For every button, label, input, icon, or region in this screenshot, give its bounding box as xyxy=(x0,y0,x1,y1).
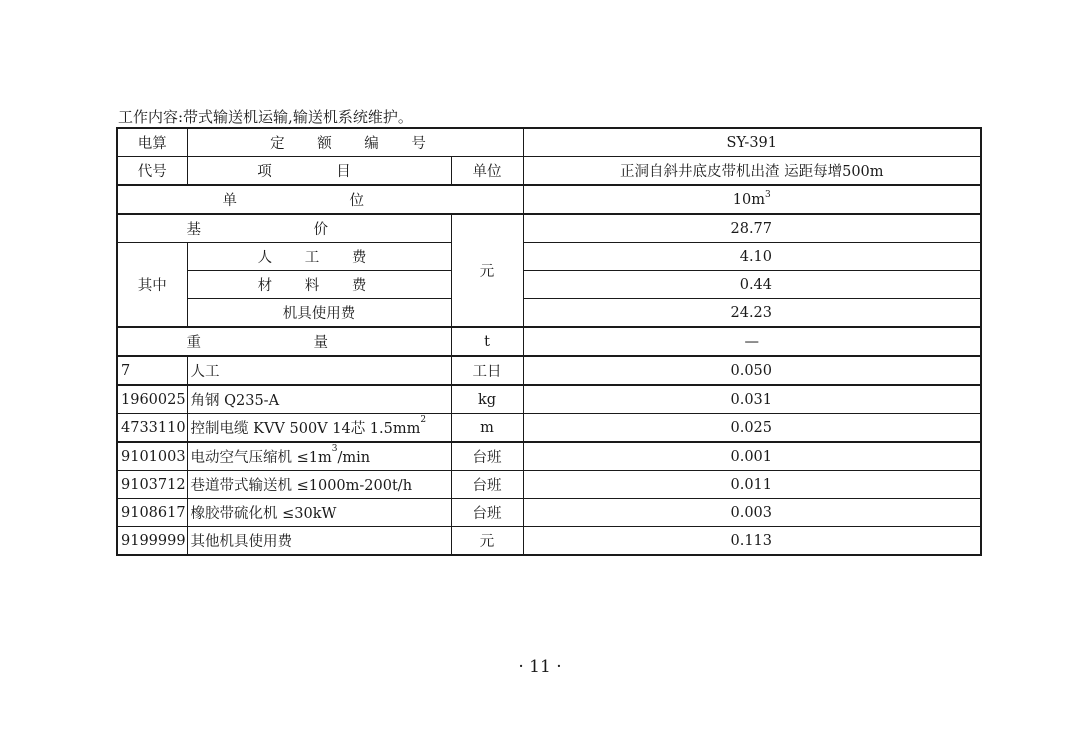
row-value: 0.011 xyxy=(523,471,981,499)
table-row xyxy=(117,527,981,556)
table-row xyxy=(117,499,981,527)
row-value: 0.025 xyxy=(523,414,981,443)
row-code: 9103712 xyxy=(117,471,187,499)
row-unit: 工日 xyxy=(451,356,523,385)
machine-label: 机具使用费 xyxy=(187,299,451,328)
row-value: 0.050 xyxy=(523,356,981,385)
row-name: 人工 xyxy=(187,356,451,385)
row-unit: 台班 xyxy=(451,499,523,527)
code-label-1: 电算 xyxy=(117,128,187,157)
row-code: 9108617 xyxy=(117,499,187,527)
row-unit: kg xyxy=(451,385,523,414)
item-desc: 正洞自斜井底皮带机出渣 运距每增500m xyxy=(523,157,981,186)
labor-value: 4.10 xyxy=(523,243,981,271)
unit-value: $10m^3$ xyxy=(523,185,981,214)
of-which-label: 其中 xyxy=(117,243,187,328)
weight-value: — xyxy=(523,327,981,356)
row-code: 7 xyxy=(117,356,187,385)
row-name: 角钢 Q235-A xyxy=(187,385,451,414)
material-value: 0.44 xyxy=(523,271,981,299)
row-value: 0.113 xyxy=(523,527,981,556)
labor-label: 人 工 费 xyxy=(187,243,451,271)
row-name: 橡胶带硫化机 ≤30kW xyxy=(187,499,451,527)
row-code: 4733110 xyxy=(117,414,187,443)
row-name: 巷道带式输送机 ≤1000m-200t/h xyxy=(187,471,451,499)
weight-label: 重 量 xyxy=(117,327,451,356)
machine-value: 24.23 xyxy=(523,299,981,328)
table-row xyxy=(117,414,981,443)
row-code: 1960025 xyxy=(117,385,187,414)
yuan-unit: 元 xyxy=(451,214,523,327)
unit-row-label: 单 位 xyxy=(117,185,523,214)
row-unit: 元 xyxy=(451,527,523,556)
code-label-2: 代号 xyxy=(117,157,187,186)
quota-no-label: 定 额 编 号 xyxy=(187,128,523,157)
base-price-label: 基 价 xyxy=(117,214,451,243)
work-content: 工作内容:带式输送机运输,输送机系统维护。 xyxy=(118,108,413,126)
row-name: 其他机具使用费 xyxy=(187,527,451,556)
table-row xyxy=(117,385,981,414)
item-label: 项 目 xyxy=(187,157,451,186)
table-row xyxy=(117,356,981,385)
table-row xyxy=(117,442,981,471)
row-name: 控制电缆 KVV 500V 14芯 $1.5mm^2$ xyxy=(187,414,451,443)
row-unit: m xyxy=(451,414,523,443)
row-code: 9199999 xyxy=(117,527,187,556)
row-value: 0.001 xyxy=(523,442,981,471)
material-label: 材 料 费 xyxy=(187,271,451,299)
base-price-value: 28.77 xyxy=(523,214,981,243)
row-unit: 台班 xyxy=(451,471,523,499)
row-code: 9101003 xyxy=(117,442,187,471)
row-unit: 台班 xyxy=(451,442,523,471)
quota-table xyxy=(116,127,982,556)
weight-unit: t xyxy=(451,327,523,356)
table-row xyxy=(117,471,981,499)
row-name: 电动空气压缩机 $\le 1m^3/\min$ xyxy=(187,442,451,471)
row-value: 0.031 xyxy=(523,385,981,414)
unit-label: 单位 xyxy=(451,157,523,186)
row-value: 0.003 xyxy=(523,499,981,527)
page-number: · 11 · xyxy=(518,657,562,677)
quota-no: SY-391 xyxy=(523,128,981,157)
